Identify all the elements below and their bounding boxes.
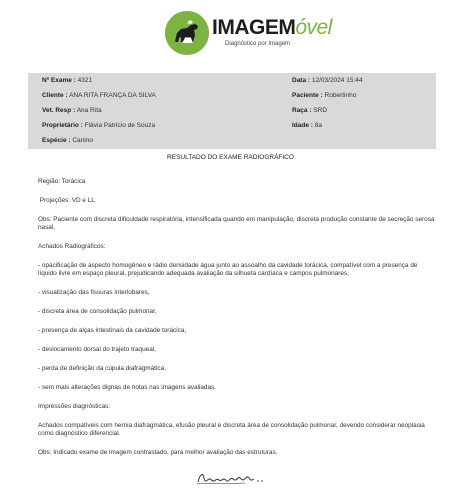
- species: Espécie : Canino: [42, 137, 93, 144]
- observation-intro: Obs: Paciente com discreta dificuldade respiratória, intensificada quando em manipulação, discreta produção constante de secreção serosa nasal,: [38, 216, 435, 231]
- finding-item: - perda de definição da cúpula diafragmática,: [38, 365, 166, 372]
- report-title: RESULTADO DO EXAME RADIOGRÁFICO: [167, 154, 294, 161]
- finding-item: - visualização das fissuras interlobares,: [38, 289, 150, 296]
- impressions-text: Achados compatíveis com hernia diafragmática, efusão pleural e discreta área de consolidação pulmonar, devendo considerar neoplasia como diagnóstico diferencial.: [38, 422, 425, 437]
- patient-info-box: [28, 73, 436, 149]
- brand-suffix: óvel: [295, 16, 332, 39]
- findings-heading: Achados Radiográficos:: [38, 243, 106, 250]
- impressions-heading: Impressões diagnósticas:: [38, 403, 111, 410]
- region-text: Região: Torácica: [38, 178, 86, 185]
- owner: Proprietário : Flávia Patrício de Souza: [42, 122, 156, 129]
- projections-text: Projeções: VD e LL: [38, 197, 95, 204]
- brand-prefix: IMAGEM: [212, 16, 296, 39]
- age: Idade : 8a: [292, 122, 322, 129]
- logo: [165, 11, 332, 57]
- dog-logo-icon: [165, 11, 209, 55]
- patient: Paciente : Robertinho: [292, 92, 357, 99]
- signature: [195, 468, 267, 490]
- finding-item: - presença de alças intestinais da cavidade torácica,: [38, 327, 187, 334]
- exam-date: Data : 12/03/2024 15:44: [292, 77, 363, 84]
- brand-tagline: Diagnóstico por Imagem: [225, 41, 291, 47]
- finding-item: - deslocamento dorsal do trajeto traqueal,: [38, 346, 156, 353]
- report-body: [38, 178, 438, 468]
- finding-item: - discreta área de consolidação pulmonar,: [38, 308, 157, 315]
- finding-item: - opacificação de aspecto homogêneo e rádio densidade água junto ao assoalho da cavidade torácica, compatível com a presença de líquido livre em espaço pleural, prejudicando adequada avaliação da silhueta cardíaca e campos pulmonares,: [38, 262, 418, 277]
- client: Cliente : ANA RITA FRANÇA DA SILVA: [42, 92, 156, 99]
- exam-number: Nº Exame : 4321: [42, 77, 93, 84]
- vet-responsible: Vet. Resp : Ana Rita: [42, 107, 102, 114]
- final-observation: Obs: Indicado exame de imagem contrastado, para melhor avaliação das estruturas.: [38, 449, 278, 456]
- finding-item: - sem mais alterações dignas de notas nas imagens avaliadas.: [38, 384, 216, 391]
- brand-name: [212, 17, 332, 38]
- breed: Raça : SRD: [292, 107, 328, 114]
